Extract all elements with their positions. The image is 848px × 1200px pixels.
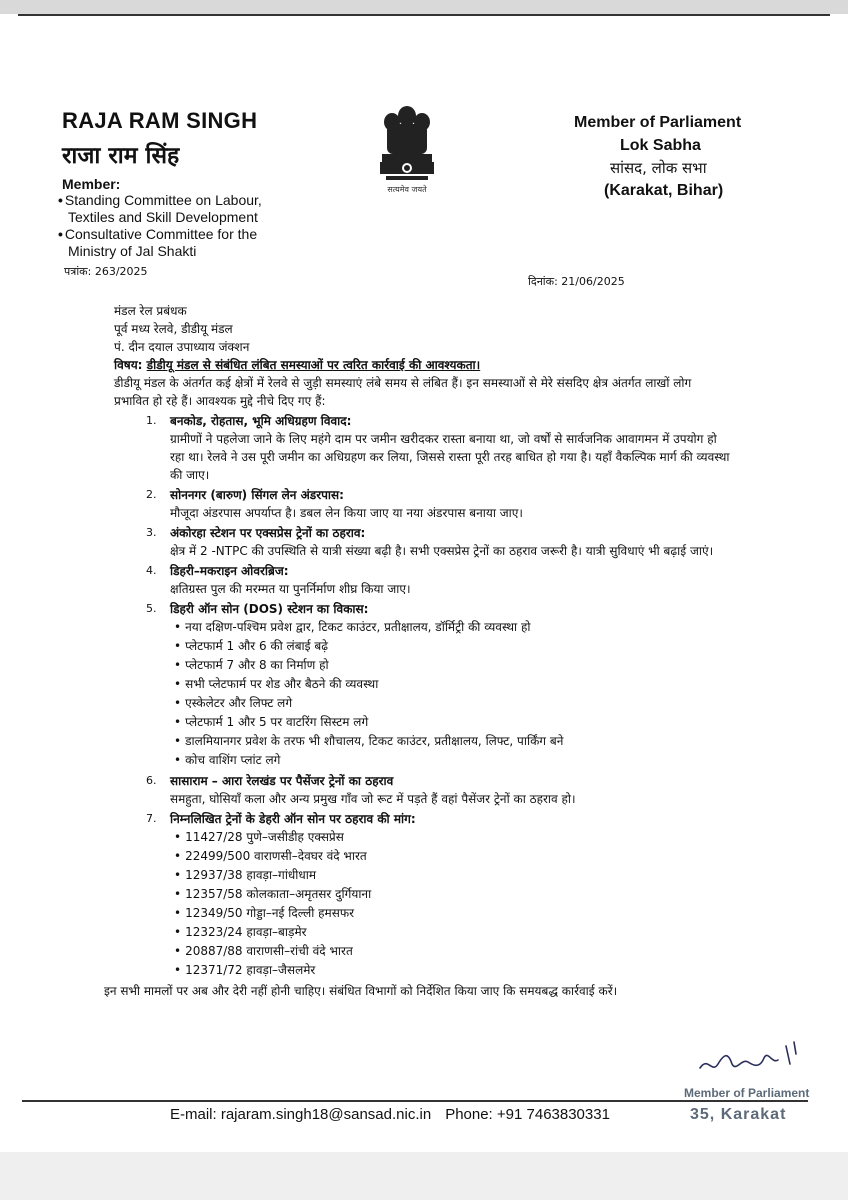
page-bottom-edge [0, 1152, 848, 1200]
top-rule [18, 14, 830, 16]
item-heading: 4. डिहरी–मकराइन ओवरब्रिज: [146, 564, 289, 578]
signature-icon [694, 1034, 814, 1078]
mp-name-english: RAJA RAM SINGH [62, 108, 258, 133]
reference-number: पत्रांक: 263/2025 [64, 265, 148, 278]
bullet-icon: • [174, 868, 182, 882]
item-heading: 5. डिहरी ऑन सोन (DOS) स्टेशन का विकास: [146, 602, 369, 616]
item-text: ग्रामीणों ने पहलेजा जाने के लिए महंगे दाम पर जमीन खरीदकर रास्ता बनाया था, जो वर्षों से सार्वजनिक आवागमन में उपयोग हो रहा था। रेलवे ने उस पूरी जमीन का अधिग्रहण कर लिया, जिससे रास्ता पूरी तरह बाधित हो गया है। यहाँ वैकल्पिक मार्ग की व्यवस्था की जाए। [170, 432, 730, 482]
list-item: • प्लेटफार्म 1 और 6 की लंबाई बढ़े [174, 639, 328, 653]
bullet-icon: • [174, 677, 182, 691]
bullet-icon: • [174, 734, 182, 748]
stamp-line: Member of Parliament [684, 1086, 810, 1100]
bullet-icon: • [174, 830, 182, 844]
list-item: • 12349/50 गोड्डा–नई दिल्ली हमसफर [174, 906, 354, 920]
list-item: • प्लेटफार्म 1 और 5 पर वाटरिंग सिस्टम लगे [174, 715, 369, 729]
item-heading: 1. बनकोड, रोहतास, भूमि अधिग्रहण विवाद: [146, 414, 352, 428]
letter-date: दिनांक: 21/06/2025 [528, 275, 625, 288]
list-item: • 12357/58 कोलकाता–अमृतसर दुर्गियाना [174, 887, 372, 901]
bullet-icon: • [174, 620, 182, 634]
item-heading: 6. सासाराम – आरा रेलखंड पर पैसेंजर ट्रेनों का ठहराव [146, 774, 394, 788]
closing-paragraph: इन सभी मामलों पर अब और देरी नहीं होनी चाहिए। संबंधित विभागों को निर्देशित किया जाए कि समयबद्ध कार्रवाई करें। [104, 984, 618, 998]
mp-name-hindi: राजा राम सिंह [62, 143, 180, 169]
list-item: • 20887/88 वाराणसी–रांची वंदे भारत [174, 944, 353, 958]
list-item: • कोच वाशिंग प्लांट लगे [174, 753, 281, 767]
item-text: क्षेत्र में 2 -NTPC की उपस्थिति से यात्री संख्या बढ़ी है। सभी एक्सप्रेस ट्रेनों का ठहराव जरूरी है। यात्री सुविधाएं भी बढ़ाई जाएं। [170, 544, 714, 558]
recipient-address: मंडल रेल प्रबंधक पूर्व मध्य रेलवे, डीडीयू मंडल पं. दीन दयाल उपाध्याय जंक्शन [114, 304, 250, 354]
list-item: • 12371/72 हावड़ा–जैसलमेर [174, 963, 316, 977]
list-item: • प्लेटफार्म 7 और 8 का निर्माण हो [174, 658, 329, 672]
item-text: समहुता, घोसियाँ कला और अन्य प्रमुख गाँव जो रूट में पड़ते हैं वहां पैसेंजर ट्रेनों का ठहराव हो। [170, 792, 576, 806]
bullet-icon: • [58, 226, 63, 242]
item-heading: 3. अंकोरहा स्टेशन पर एक्सप्रेस ट्रेनों का ठहराव: [146, 526, 366, 540]
mp-title-hindi: सांसद, लोक सभा [610, 159, 707, 177]
intro-paragraph: डीडीयू मंडल के अंतर्गत कई क्षेत्रों में रेलवे से जुड़ी समस्याएं लंबे समय से लंबित हैं। इन समस्याओं से मेरे संसदिए क्षेत्र अंतर्गत लाखों लोग प्रभावित हो रहे हैं। आवश्यक मुद्दे नीचे दिए गए हैं: [114, 376, 692, 408]
list-item: • 22499/500 वाराणसी–देवघर वंदे भारत [174, 849, 367, 863]
bullet-icon: • [174, 658, 182, 672]
bullet-icon: • [174, 696, 182, 710]
bullet-icon: • [174, 963, 182, 977]
bullet-icon: • [174, 849, 182, 863]
list-item: • नया दक्षिण-पश्चिम प्रवेश द्वार, टिकट काउंटर, प्रतीक्षालय, डॉर्मिट्री की व्यवस्था हो [174, 620, 531, 634]
subject-line: विषय: डीडीयू मंडल से संबंधित लंबित समस्याओं पर त्वरित कार्रवाई की आवश्यकता। [114, 358, 481, 372]
stamp-line: 35, Karakat [690, 1106, 787, 1123]
list-item: • 12937/38 हावड़ा–गांधीधाम [174, 868, 317, 882]
bullet-icon: • [174, 887, 182, 901]
committee-item: • Consultative Committee for the Ministry of Jal Shakti [58, 226, 258, 259]
item-heading: 7. निम्नलिखित ट्रेनों के डेहरी ऑन सोन पर ठहराव की मांग: [146, 812, 416, 826]
list-item: • 11427/28 पुणे–जसीडीह एक्सप्रेस [174, 830, 344, 844]
mp-title-english: Member of Parliament [574, 114, 742, 131]
footer-rule [22, 1100, 808, 1102]
bullet-icon: • [174, 715, 182, 729]
bullet-icon: • [174, 944, 182, 958]
bullet-icon: • [58, 192, 63, 208]
letter-body [104, 302, 834, 1000]
member-label: Member: [62, 176, 121, 192]
bullet-icon: • [174, 639, 182, 653]
constituency: (Karakat, Bihar) [604, 182, 724, 199]
list-item: • 12323/24 हावड़ा–बाड़मेर [174, 925, 307, 939]
item-heading: 2. सोननगर (बारुण) सिंगल लेन अंडरपास: [146, 488, 344, 502]
footer-phone: Phone: +91 7463830331 [445, 1106, 610, 1123]
page-top-edge [0, 0, 848, 14]
committee-item: • Standing Committee on Labour, Textiles and Skill Development [58, 192, 262, 225]
national-emblem-icon [372, 100, 442, 196]
emblem-motto: सत्यमेव जयते [387, 185, 427, 194]
footer-contact [170, 1106, 610, 1123]
list-item: • एस्केलेटर और लिफ्ट लगे [174, 696, 293, 710]
item-text: क्षतिग्रस्त पुल की मरम्मत या पुनर्निर्माण शीघ्र किया जाए। [170, 582, 411, 596]
bullet-icon: • [174, 906, 182, 920]
bullet-icon: • [174, 925, 182, 939]
list-item: • सभी प्लेटफार्म पर शेड और बैठने की व्यवस्था [174, 677, 379, 691]
item-text: मौजूदा अंडरपास अपर्याप्त है। डबल लेन किया जाए या नया अंडरपास बनाया जाए। [170, 506, 523, 520]
bullet-icon: • [174, 753, 182, 767]
footer-email: E-mail: rajaram.singh18@sansad.nic.in [170, 1106, 432, 1123]
list-item: • डालमियानगर प्रवेश के तरफ भी शौचालय, टिकट काउंटर, प्रतीक्षालय, लिफ्ट, पार्किंग बने [174, 734, 564, 748]
house-name: Lok Sabha [620, 137, 701, 154]
